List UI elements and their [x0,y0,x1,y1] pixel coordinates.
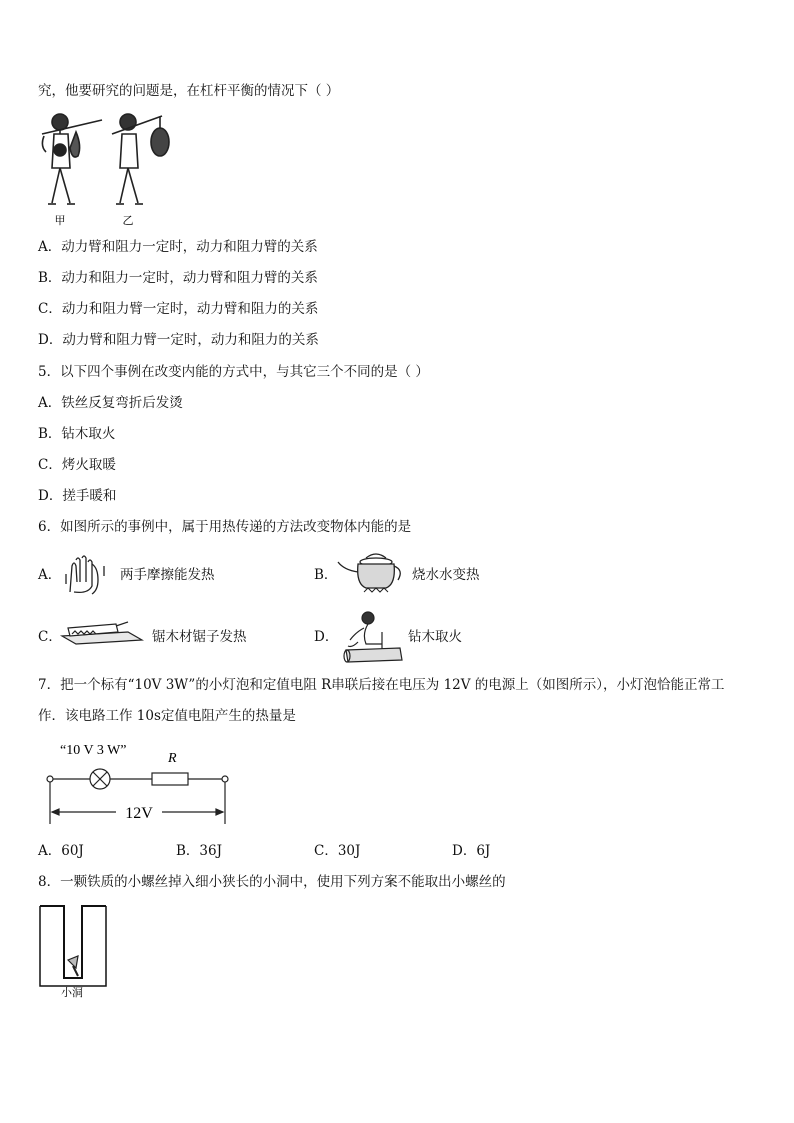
screw-icon [68,956,78,976]
q6-option-d-text: 钻木取火 [408,629,462,645]
resistor-icon [152,773,188,785]
q7-option-d: D．6J [452,843,491,859]
q8-hole-figure [38,902,110,998]
figure-label-jia: 甲 [54,214,66,227]
q7-option-c: C．30J [314,843,361,859]
q6-option-c-letter: C． [38,629,62,645]
hole-label: 小洞 [61,986,83,998]
resistor-label: R [168,751,177,766]
q4-option-d: D．动力臂和阻力臂一定时，动力和阻力的关系 [38,332,319,348]
q5-option-d: D．搓手暖和 [38,488,117,504]
q5-stem: 5．以下四个事例在改变内能的方式中，与其它三个不同的是（ ） [38,364,429,380]
q8-stem: 8．一颗铁质的小螺丝掉入细小狭长的小洞中，使用下列方案不能取出小螺丝的 [38,874,506,890]
q6-option-b-text: 烧水水变热 [412,567,480,583]
q6-option-a-letter: A． [38,567,62,583]
q4-option-a: A．动力臂和阻力一定时，动力和阻力臂的关系 [38,239,318,255]
q7-stem-line1: 7．把一个标有“10V 3W”的小灯泡和定值电阻 R串联后接在电压为 12V 的电源上（如图所示），小灯泡恰能正常工 [38,677,725,693]
lamp-rating-label: “10 V 3 W” [60,743,127,758]
q7-option-a: A．60J [38,843,84,859]
voltage-label: 12V [125,805,153,822]
q6-stem: 6．如图所示的事例中，属于用热传递的方法改变物体内能的是 [38,519,412,535]
q4-figure-carrying [40,108,170,230]
q6-option-a-text: 两手摩擦能发热 [120,567,215,583]
q6-option-c-text: 锯木材锯子发热 [152,629,247,645]
q4-option-b: B．动力和阻力一定时，动力臂和阻力臂的关系 [38,270,318,286]
person-jia-icon [42,114,102,204]
q4-option-c: C．动力和阻力臂一定时，动力臂和阻力的关系 [38,301,319,317]
q6-option-b-letter: B． [314,567,338,583]
q4-stem: 究，他要研究的问题是，在杠杆平衡的情况下（ ） [38,83,340,99]
hands-rubbing-icon [62,552,108,596]
q5-option-c: C．烤火取暖 [38,457,116,473]
q5-option-b: B．钻木取火 [38,426,116,442]
q7-stem-line2: 作．该电路工作 10s定值电阻产生的热量是 [38,708,296,724]
q6-option-d-letter: D． [314,629,339,645]
q7-circuit-diagram [40,738,240,830]
q7-option-b: B．36J [176,843,223,859]
drilling-fire-icon [338,608,408,666]
figure-label-yi: 乙 [122,214,134,227]
person-yi-icon [112,114,169,204]
saw-wood-icon [58,618,144,648]
kettle-icon [336,550,408,596]
q5-option-a: A．铁丝反复弯折后发烫 [38,395,183,411]
